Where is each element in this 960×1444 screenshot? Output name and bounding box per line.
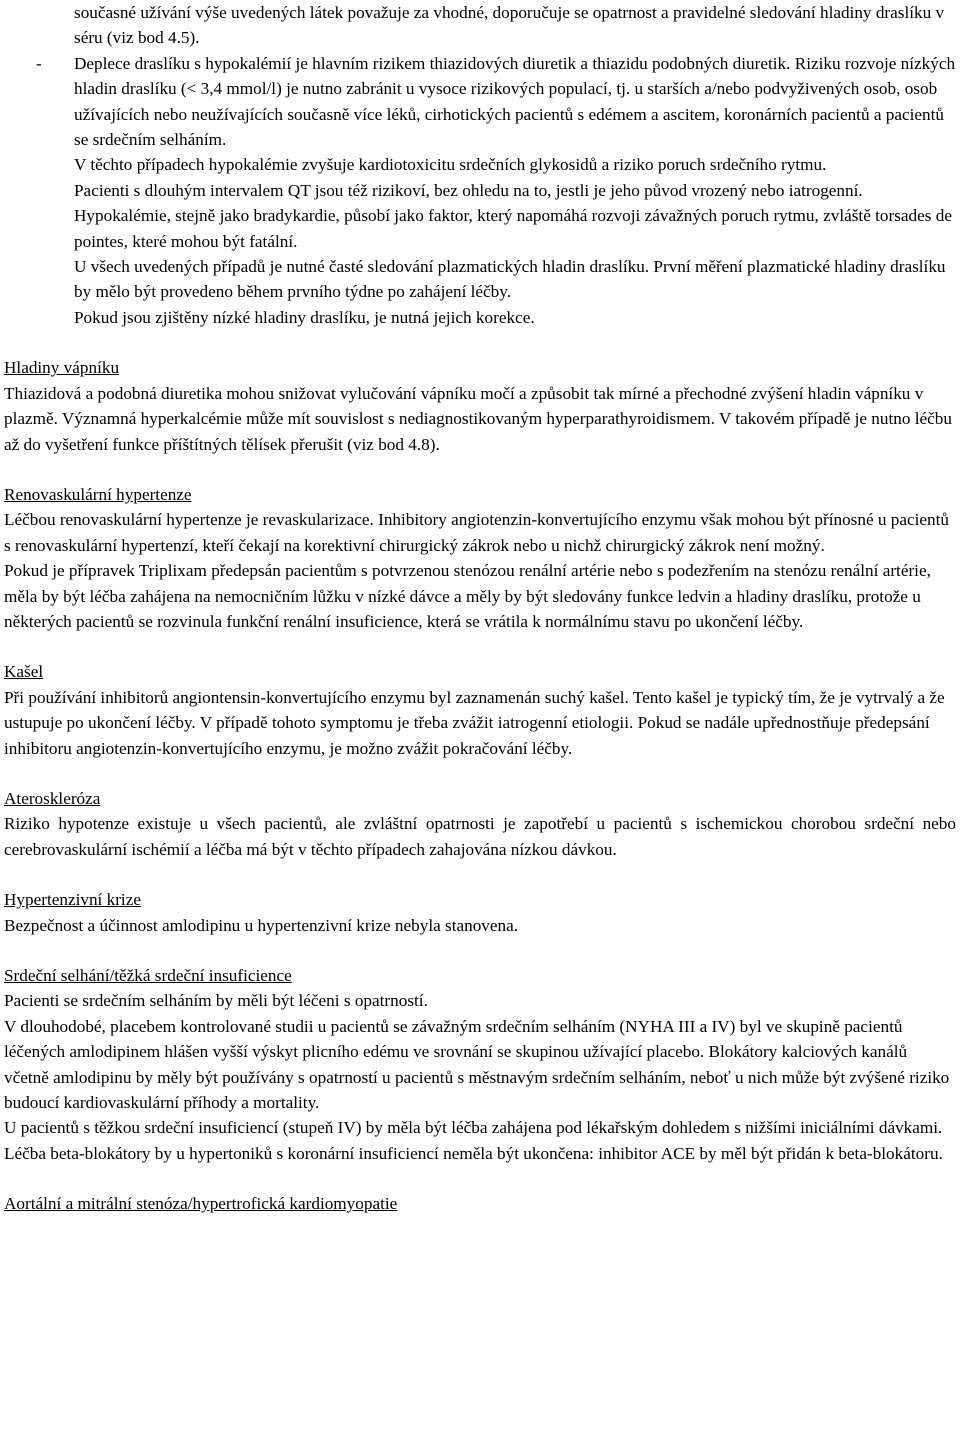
indented-paragraph: V těchto případech hypokalémie zvyšuje kardiotoxicitu srdečních glykosidů a riziko poruch srdečního rytmu. <box>74 155 827 175</box>
section-heading-stenosis: Aortální a mitrální stenóza/hypertrofická kardiomyopatie <box>4 1194 398 1214</box>
bullet-dash: - <box>36 53 42 73</box>
intro-continuation: současné užívání výše uvedených látek považuje za vhodné, doporučuje se opatrnost a pravidelné sledování hladiny draslíku v séru (viz bod 4.5). <box>74 3 945 48</box>
bullet-text: Deplece draslíku s hypokalémií je hlavním rizikem thiazidových diuretik a thiazidu podobných diuretik. Riziku rozvoje nízkých hladin draslíku (< 3,4 mmol/l) je nutno zabránit u vysoce rizikových populací, tj. u starších a/nebo podvyživených osob, osob užívajících nebo neužívajících současně více léků, cirhotických pacientů s edémem a ascitem, koronárních pacientů a pacientů se srdečním selháním. <box>74 53 956 150</box>
section-heading-hypertensive-crisis: Hypertenzivní krize <box>4 890 141 910</box>
document-page <box>4 0 956 1217</box>
paragraph: Riziko hypotenze existuje u všech pacientů, ale zvláštní opatrnosti je zapotřebí u pacientů s ischemickou chorobou srdeční nebo cerebrovaskulární ischémií a léčba má být v těchto případech zahajována nízkou dávkou. <box>4 814 956 859</box>
section-heading-heart-failure: Srdeční selhání/těžká srdeční insuficience <box>4 966 292 985</box>
section-heading-cough: Kašel <box>4 662 44 682</box>
paragraph: Pacienti se srdečním selháním by měli být léčeni s opatrností. <box>4 991 428 1011</box>
indented-paragraph: U všech uvedených případů je nutné časté sledování plazmatických hladin draslíku. První měření plazmatické hladiny draslíku by mělo být provedeno během prvního týdne po zahájení léčby. <box>74 257 946 302</box>
paragraph: Při používání inhibitorů angiontensin-konvertujícího enzymu byl zaznamenán suchý kašel. Tento kašel je typický tím, že je vytrvalý a že ustupuje po ukončení léčby. V případě tohoto symptomu je třeba zvážit iatrogenní etiologii. Pokud se nadále upřednostňuje předepsání inhibitoru angiotenzin-konvertujícího enzymu, je možno zvážit pokračování léčby. <box>4 687 945 758</box>
section-heading-atherosclerosis: Ateroskleróza <box>4 788 101 808</box>
indented-paragraph: Pokud jsou zjištěny nízké hladiny draslíku, je nutná jejich korekce. <box>74 307 535 327</box>
list-item <box>4 51 956 153</box>
section-heading-renovascular: Renovaskulární hypertenze <box>4 484 192 504</box>
paragraph: Bezpečnost a účinnost amlodipinu u hypertenzivní krize nebyla stanovena. <box>4 915 519 935</box>
paragraph: U pacientů s těžkou srdeční insuficiencí (stupeň IV) by měla být léčba zahájena pod lékařským dohledem s nižšími iniciálními dávkami. Léčba beta-blokátory by u hypertoniků s koronární insuficiencí neměla být ukončena: inhibitor ACE by měl být přidán k beta-blokátoru. <box>4 1118 943 1163</box>
paragraph: Léčbou renovaskulární hypertenze je revaskularizace. Inhibitory angiotenzin-konvertujícího enzymu však mohou být přínosné u pacientů s renovaskulární hypertenzí, kteří čekají na korektivní chirurgický zákrok nebo u nichž chirurgický zákrok není možný. <box>4 510 949 555</box>
paragraph: Pokud je přípravek Triplixam předepsán pacientům s potvrzenou stenózou renální artérie nebo s podezřením na stenózu renální artérie, měla by být léčba zahájena na nemocničním lůžku v nízké dávce a měly by být sledovány funkce ledvin a hladiny draslíku, protože u některých pacientů se rozvinula funkční renální insuficience, která se vrátila k normálnímu stavu po ukončení léčby. <box>4 561 931 631</box>
indented-paragraph: Pacienti s dlouhým intervalem QT jsou též rizikoví, bez ohledu na to, jestli je jeho původ vrozený nebo iatrogenní. Hypokalémie, stejně jako bradykardie, působí jako faktor, který napomáhá rozvoji závažných poruch rytmu, zvláště torsades de pointes, které mohou být fatální. <box>74 180 952 251</box>
section-heading-calcium: Hladiny vápníku <box>4 358 120 378</box>
paragraph: V dlouhodobé, placebem kontrolované studii u pacientů se závažným srdečním selháním (NYHA III a IV) byl ve skupině pacientů léčených amlodipinem hlášen vyšší výskyt plicního edému ve srovnání se skupinou užívající placebo. Blokátory kalciových kanálů včetně amlodipinu by měly být používány s opatrností u pacientů s městnavým srdečním selháním, neboť u nich může být zvýšené riziko budoucí kardiovaskulární příhody a mortality. <box>4 1016 950 1113</box>
paragraph: Thiazidová a podobná diuretika mohou snižovat vylučování vápníku močí a způsobit tak mírné a přechodné zvýšení hladin vápníku v plazmě. Významná hyperkalcémie může mít souvislost s nediagnostikovaným hyperparathyroidismem. V takovém případě je nutno léčbu až do vyšetření funkce příštítných tělísek přerušit (viz bod 4.8). <box>4 383 952 454</box>
